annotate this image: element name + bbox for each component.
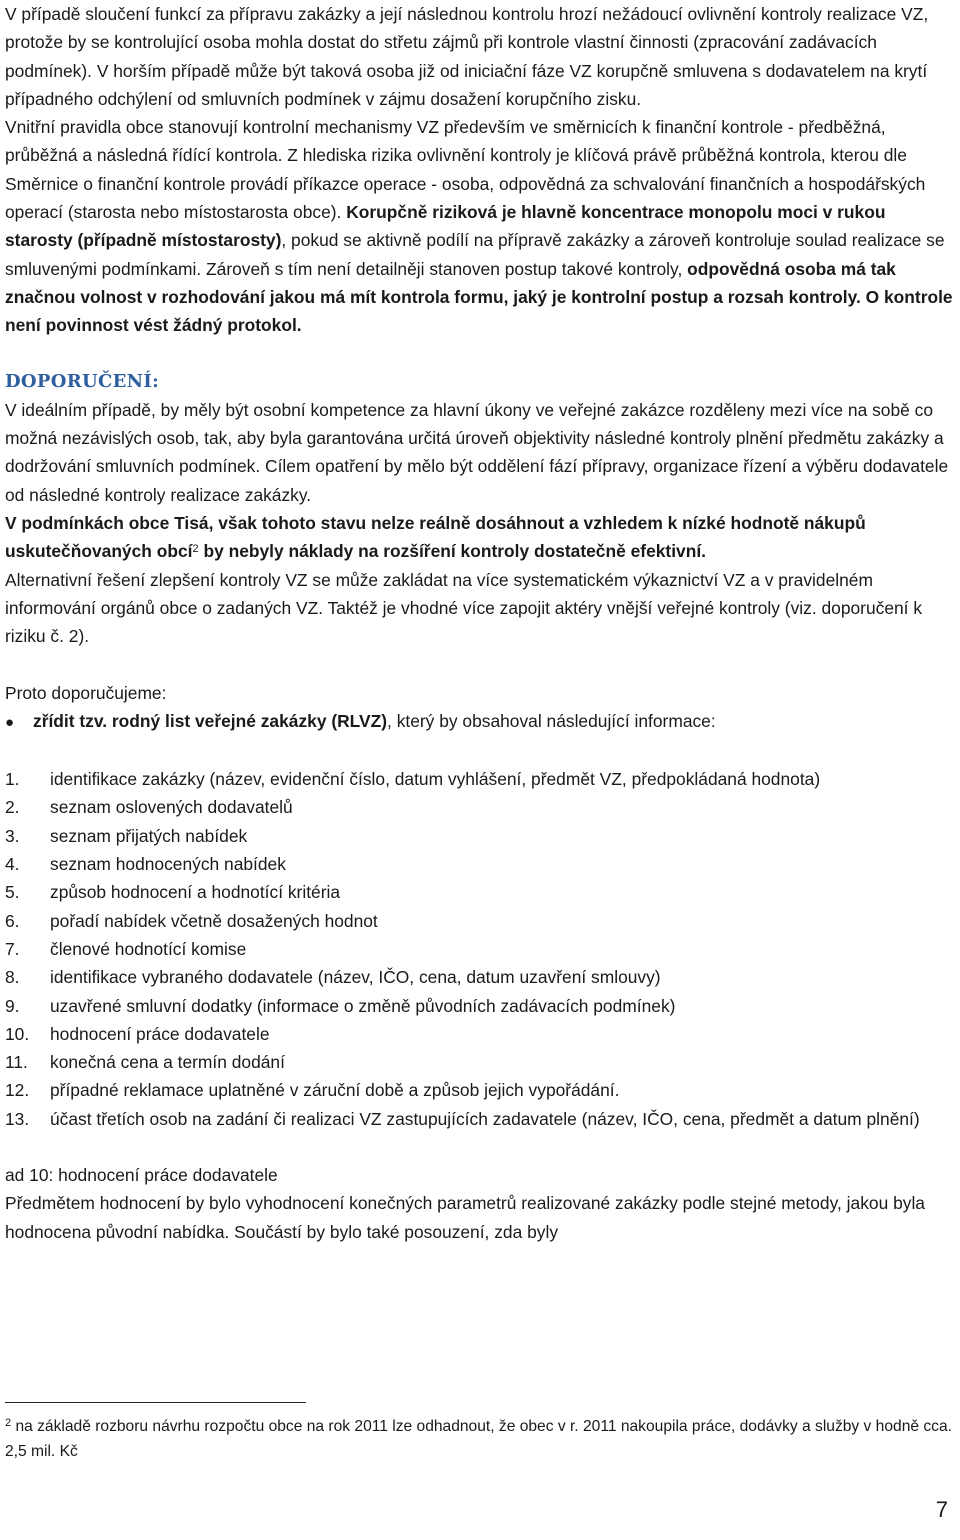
list-item-text: seznam oslovených dodavatelů [50,797,293,818]
bullet-item [5,707,953,737]
list-item-text: konečná cena a termín dodání [50,1052,285,1073]
bullet-icon: ● [5,713,15,731]
list-item-number: 12. [5,1080,30,1101]
list-item-text: případné reklamace uplatněné v záruční době a způsob jejich vypořádání. [50,1080,620,1101]
list-item-text: pořadí nabídek včetně dosažených hodnot [50,910,378,931]
footnote-reference: 2 [192,542,199,555]
bullet-text: zřídit tzv. rodný list veřejné zakázky (RLVZ), který by obsahoval následující informace: [33,710,716,731]
list-item-text: účast třetích osob na zadání či realizaci VZ zastupujících zadavatele (název, IČO, cena, předmět a datum plnění) [50,1108,920,1129]
section-heading: DOPORUČENÍ: [5,370,160,392]
ad10-text: Předmětem hodnocení by bylo vyhodnocení konečných parametrů realizované zakázky podle stejné metody, jakou byla hodnocena původní nabídka. Součástí by bylo také posouzení, zda byly [5,1193,925,1242]
list-item [5,793,953,821]
paragraph-ideal-case: V ideálním případě, by měly být osobní kompetence za hlavní úkony ve veřejné zakázce rozděleny mezi více na sobě co možná nezávislých osob, tak, aby byla garantována určitá úroveň objektivity následné kontroly plnění předmětu zakázky a dodržování smluvních podmínek. Cílem opatření by mělo být oddělení fází přípravy, organizace řízení a výběru dodavatele od následné kontroly realizace zakázky. [5,399,949,505]
list-item-number: 8. [5,967,20,988]
recommendation-intro: Proto doporučujeme: [5,682,167,703]
document-page [5,0,953,1246]
list-item-number: 4. [5,854,20,875]
footnote-marker: 2 [5,1416,12,1429]
list-item-number: 1. [5,769,20,790]
list-item-number: 7. [5,938,20,959]
list-item [5,1105,953,1133]
paragraph-text: Vnitřní pravidla obce stanovují kontrolní mechanismy VZ především ve směrnicích k finanční kontrole - předběžná, průběžná a následná řídící kontrola. Z hlediska rizika ovlivnění kontroly je klíčová právě průběžná kontrola, kterou dle Směrnice o finanční kontrole provádí příkazce operace - osoba, odpovědná za schvalování finančních a hospodářských operací (starosta nebo místostarosta obce). [5,117,926,223]
list-item-number: 2. [5,797,20,818]
list-item [5,1048,953,1076]
list-item-text: seznam přijatých nabídek [50,825,248,846]
bold-statement: by nebyly náklady na rozšíření kontroly dostatečně efektivní. [198,541,706,562]
paragraph-internal-rules [5,113,953,339]
list-item [5,878,953,906]
list-item-text: identifikace vybraného dodavatele (název, IČO, cena, datum uzavření smlouvy) [50,967,661,988]
list-item [5,1020,953,1048]
list-item [5,1076,953,1104]
list-item-text: členové hodnotící komise [50,938,247,959]
page-number: 7 [935,1497,948,1522]
ad10-title: ad 10: hodnocení práce dodavatele [5,1164,278,1185]
list-item-number: 6. [5,910,20,931]
bold-statement: Korupčně riziková je hlavně koncentrace monopolu moci v rukou starosty (případně místostarosty) [5,202,886,251]
list-item-text: seznam hodnocených nabídek [50,854,286,875]
list-item [5,765,953,793]
list-item-text: identifikace zakázky (název, evidenční číslo, datum vyhlášení, předmět VZ, předpokládaná hodnota) [50,769,821,790]
numbered-list [5,765,953,1133]
footnote-divider [5,1402,306,1403]
list-item-text: hodnocení práce dodavatele [50,1023,270,1044]
paragraph-text: , pokud se aktivně podílí na přípravě zakázky a zároveň kontroluje soulad realizace se smluvenými podmínkami. Zároveň s tím není detailněji stanoven postup takové kontroly, [5,230,945,279]
footnote [5,1414,953,1464]
list-item-number: 9. [5,995,20,1016]
list-item [5,992,953,1020]
paragraph-conflict-of-interest [5,0,953,113]
list-item [5,907,953,935]
bold-statement: V podmínkách obce Tisá, však tohoto stavu nelze reálně dosáhnout a vzhledem k nízké hodnotě nákupů uskutečňovaných obcí [5,513,866,562]
list-item-number: 5. [5,882,20,903]
list-item-number: 10. [5,1023,30,1044]
list-item [5,963,953,991]
list-item [5,935,953,963]
list-item-number: 11. [5,1052,28,1073]
bold-statement: zřídit tzv. rodný list veřejné zakázky (RLVZ) [33,710,388,731]
footnote-text: na základě rozboru návrhu rozpočtu obce na rok 2011 lze odhadnout, že obec v r. 2011 nakoupila práce, dodávky a služby v hodně cca. 2,5 mil. Kč [5,1418,952,1460]
list-item-number: 3. [5,825,20,846]
list-item-number: 13. [5,1108,30,1129]
list-item-text: uzavřené smluvní dodatky (informace o změně původních zadávacích podmínek) [50,995,676,1016]
bold-statement: odpovědná osoba má tak značnou volnost v rozhodování jakou má mít kontrola formu, jaký je kontrolní postup a rozsah kontroly. O kontrole není povinnost vést žádný protokol. [5,258,953,336]
paragraph-text: V případě sloučení funkcí za přípravu zakázky a její následnou kontrolu hrozí nežádoucí ovlivnění kontroly realizace VZ, protože by se kontrolující osoba mohla dostat do střetu zájmů při kontrole vlastní činnosti (zpracování zadávacích podmínek). V horším případě může být taková osoba již od iniciační fáze VZ korupčně smluvena s dodavatelem na krytí případného odchýlení od smluvních podmínek v zájmu dosažení korupčního zisku. [5,4,929,109]
paragraph-tisa-conditions [5,509,953,566]
paragraph-alternative: Alternativní řešení zlepšení kontroly VZ se může zakládat na více systematickém výkaznictví VZ a v pravidelném informování orgánů obce o zadaných VZ. Taktéž je vhodné více zapojit aktéry vnější veřejné kontroly (viz. doporučení k riziku č. 2). [5,569,923,647]
list-item [5,822,953,850]
list-item [5,850,953,878]
list-item-text: způsob hodnocení a hodnotící kritéria [50,882,341,903]
